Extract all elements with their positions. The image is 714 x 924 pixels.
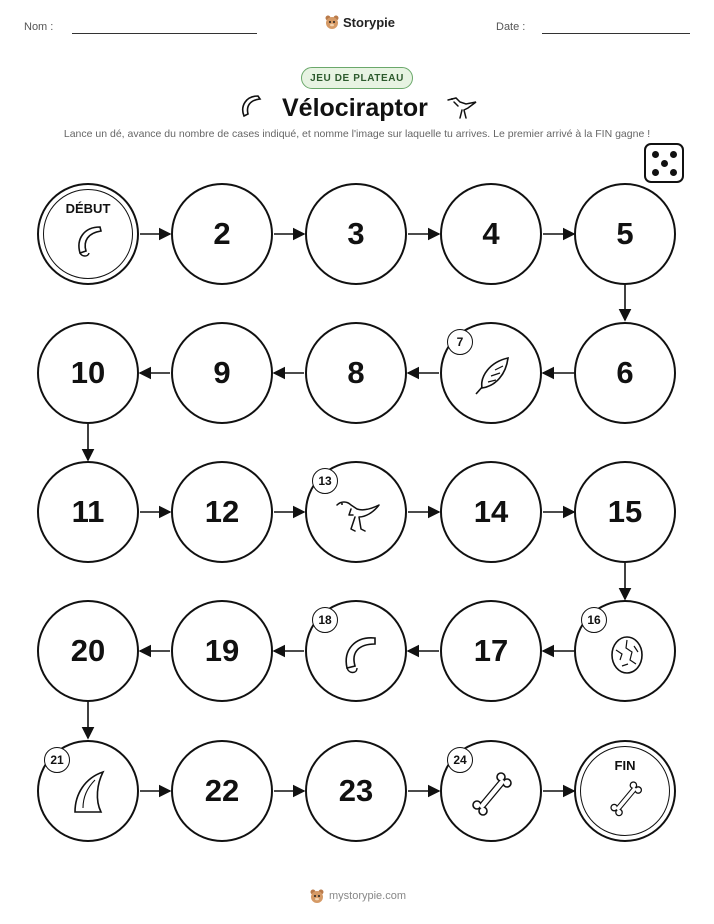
mascot-icon <box>309 888 325 904</box>
claw-icon <box>333 628 383 678</box>
game-type-badge: JEU DE PLATEAU <box>301 67 413 89</box>
board-cell[interactable]: 12 <box>171 461 273 563</box>
board-cell[interactable]: 8 <box>305 322 407 424</box>
cell-number-badge: 24 <box>447 747 473 773</box>
board-cell[interactable]: 20 <box>37 600 139 702</box>
board-cell[interactable]: 22 <box>171 740 273 842</box>
date-label: Date : <box>496 21 526 33</box>
footer <box>309 888 406 904</box>
cell-number-badge: 16 <box>581 607 607 633</box>
claw-icon <box>70 221 110 261</box>
fossil-egg-icon <box>602 628 652 678</box>
board-cell[interactable]: 19 <box>171 600 273 702</box>
bone-icon <box>607 778 647 818</box>
board-cell[interactable]: 23 <box>305 740 407 842</box>
cell-number-badge: 13 <box>312 468 338 494</box>
page-title: Vélociraptor <box>282 94 428 122</box>
board-cell[interactable]: 11 <box>37 461 139 563</box>
brand-name: Storypie <box>343 14 396 30</box>
board-cell[interactable]: 4 <box>440 183 542 285</box>
board-cell[interactable]: 6 <box>574 322 676 424</box>
bone-icon <box>468 768 518 818</box>
start-cell[interactable] <box>37 183 139 285</box>
start-label: DÉBUT <box>65 201 111 216</box>
board-cell[interactable]: 17 <box>440 600 542 702</box>
board-cell[interactable]: 10 <box>37 322 139 424</box>
board-cell[interactable]: 3 <box>305 183 407 285</box>
footer-url[interactable]: mystorypie.com <box>329 890 407 902</box>
cell-number-badge: 7 <box>447 329 473 355</box>
instructions: Lance un dé, avance du nombre de cases indiqué, et nomme l'image sur laquelle tu arrives. Le premier arrivé à la FIN gagne ! <box>63 128 651 140</box>
board-cell[interactable]: 9 <box>171 322 273 424</box>
end-cell[interactable] <box>574 740 676 842</box>
name-label: Nom : <box>24 21 54 33</box>
board-cell[interactable]: 5 <box>574 183 676 285</box>
feather-icon <box>468 350 518 400</box>
cell-number-badge: 18 <box>312 607 338 633</box>
cell-number-badge: 21 <box>44 747 70 773</box>
board-cell[interactable]: 15 <box>574 461 676 563</box>
board-cell[interactable]: 2 <box>171 183 273 285</box>
velociraptor-icon <box>333 489 383 539</box>
end-label: FIN <box>614 758 636 773</box>
board-cell[interactable]: 14 <box>440 461 542 563</box>
tooth-icon <box>65 768 115 818</box>
